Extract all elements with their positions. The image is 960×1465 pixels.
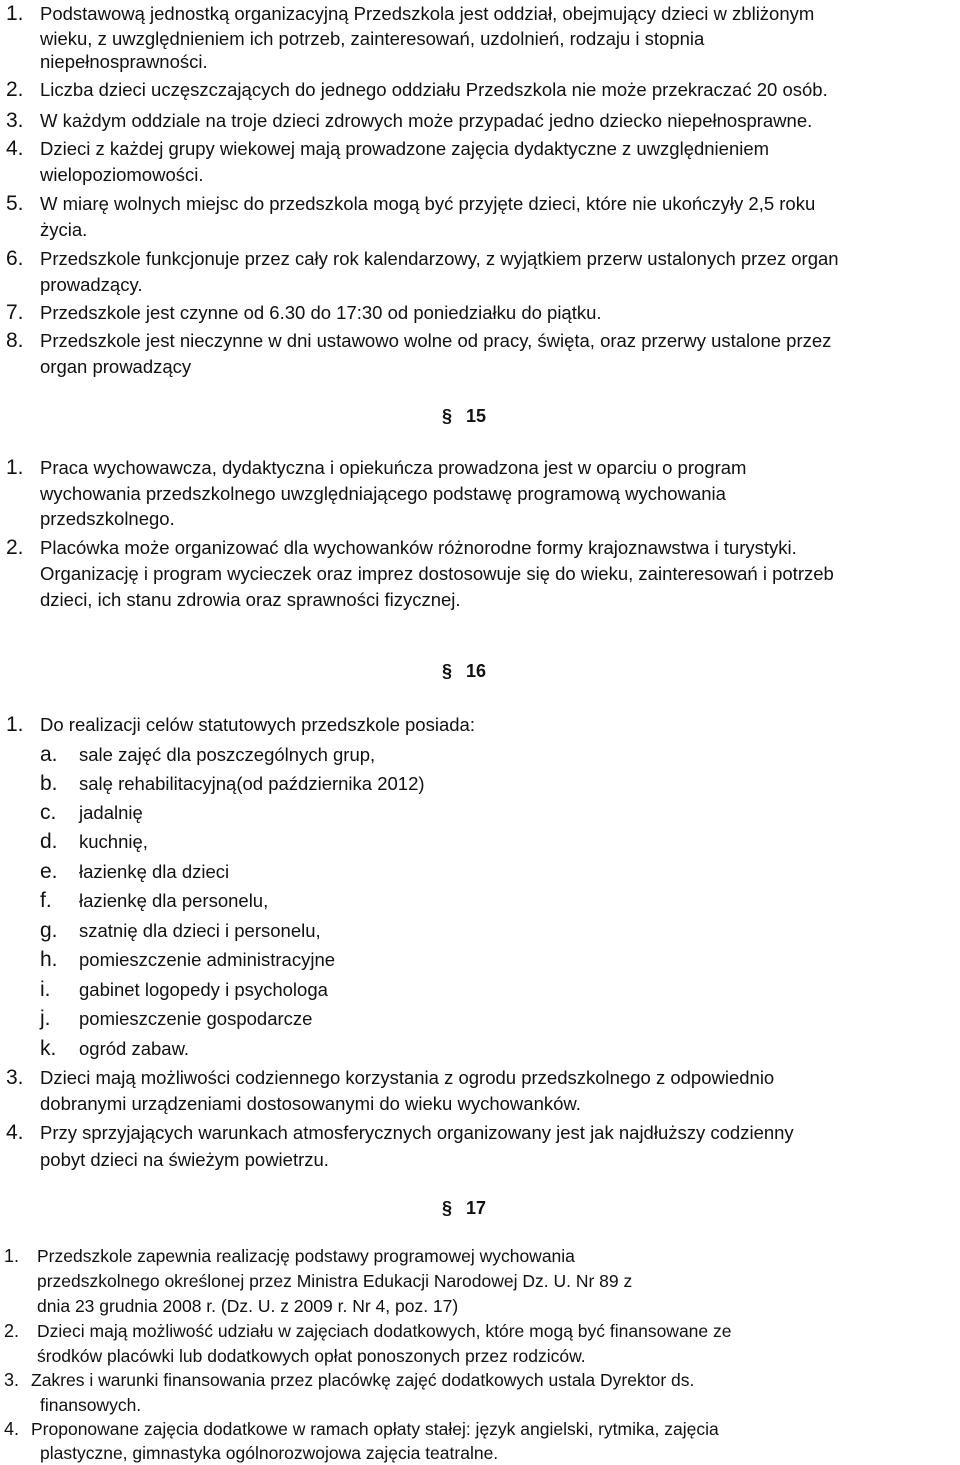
item-text: Dzieci mają możliwość udziału w zajęciach dodatkowych, które mogą być finansowane ze bbox=[37, 1321, 732, 1341]
item-text: dobranymi urządzeniami dostosowanymi do wieku wychowanków. bbox=[40, 1093, 581, 1114]
item-letter: b. bbox=[40, 772, 58, 795]
item-letter: f. bbox=[40, 889, 52, 912]
item-text: Proponowane zajęcia dodatkowe w ramach opłaty stałej: język angielski, rytmika, zajęcia bbox=[31, 1419, 719, 1439]
section-symbol: § bbox=[442, 661, 453, 681]
section-symbol: § bbox=[442, 1198, 453, 1218]
item-number: 1. bbox=[6, 713, 24, 736]
section-heading bbox=[442, 404, 562, 428]
section-number: 15 bbox=[466, 406, 487, 426]
section-symbol: § bbox=[442, 406, 453, 426]
item-text: środków placówki lub dodatkowych opłat ponoszonych przez rodziców. bbox=[37, 1346, 586, 1366]
item-text: Dzieci mają możliwości codziennego korzystania z ogrodu przedszkolnego z odpowiednio bbox=[40, 1067, 775, 1088]
section-number: 17 bbox=[466, 1198, 487, 1218]
item-text: salę rehabilitacyjną(od października 2012) bbox=[79, 773, 425, 794]
item-text: sale zajęć dla poszczególnych grup, bbox=[79, 744, 376, 765]
item-number: 8. bbox=[6, 329, 24, 352]
item-text: Dzieci z każdej grupy wiekowej mają prowadzone zajęcia dydaktyczne z uwzględnieniem bbox=[40, 138, 770, 159]
item-number: 1. bbox=[6, 456, 24, 479]
item-letter: k. bbox=[40, 1037, 57, 1060]
item-letter: h. bbox=[40, 948, 58, 971]
item-number: 3. bbox=[6, 109, 24, 132]
item-text: przedszkolnego. bbox=[40, 508, 175, 529]
item-text: Liczba dzieci uczęszczających do jednego oddziału Przedszkola nie może przekraczać 20 osób. bbox=[40, 79, 828, 100]
item-number: 4. bbox=[4, 1419, 20, 1439]
item-text: Organizację i program wycieczek oraz imprez dostosowuje się do wieku, zainteresowań i potrzeb bbox=[40, 563, 834, 584]
item-text: Przy sprzyjających warunkach atmosferycznych organizowany jest jak najdłuższy codzienny bbox=[40, 1122, 794, 1143]
item-text: prowadzący. bbox=[40, 274, 143, 295]
item-number: 3. bbox=[6, 1066, 24, 1089]
item-text: szatnię dla dzieci i personelu, bbox=[79, 920, 321, 941]
item-text: wieku, z uwzględnieniem ich potrzeb, zainteresowań, uzdolnień, rodzaju i stopnia bbox=[40, 28, 705, 49]
item-text: ogród zabaw. bbox=[79, 1038, 190, 1059]
item-text: Przedszkole funkcjonuje przez cały rok kalendarzowy, z wyjątkiem przerw ustalonych przez organ bbox=[40, 248, 839, 269]
section-number: 16 bbox=[466, 661, 487, 681]
item-text: Przedszkole jest nieczynne w dni ustawowo wolne od pracy, święta, oraz przerwy ustalone przez bbox=[40, 330, 832, 351]
item-letter: e. bbox=[40, 860, 58, 883]
item-number: 2. bbox=[6, 78, 24, 101]
item-text: Podstawową jednostką organizacyjną Przedszkola jest oddział, obejmujący dzieci w zbliżonym bbox=[40, 3, 815, 24]
item-number: 2. bbox=[6, 536, 24, 559]
item-text: wychowania przedszkolnego uwzględniającego podstawę programową wychowania bbox=[40, 483, 726, 504]
item-text: pobyt dzieci na świeżym powietrzu. bbox=[40, 1149, 329, 1170]
item-text: Zakres i warunki finansowania przez placówkę zajęć dodatkowych ustala Dyrektor ds. bbox=[31, 1370, 695, 1390]
item-number: 5. bbox=[6, 192, 24, 215]
item-text: W miarę wolnych miejsc do przedszkola mogą być przyjęte dzieci, które nie ukończyły 2,5 roku bbox=[40, 193, 816, 214]
item-text: życia. bbox=[40, 219, 88, 240]
item-text: W każdym oddziale na troje dzieci zdrowych może przypadać jedno dziecko niepełnosprawne. bbox=[40, 110, 813, 131]
item-letter: i. bbox=[40, 978, 51, 1001]
item-number: 1. bbox=[4, 1246, 20, 1266]
item-text: jadalnię bbox=[79, 802, 143, 823]
section-heading bbox=[442, 659, 562, 683]
item-text: łazienkę dla personelu, bbox=[79, 890, 269, 911]
item-text: organ prowadzący bbox=[40, 356, 192, 377]
item-text: pomieszczenie gospodarcze bbox=[79, 1008, 313, 1029]
item-text: dzieci, ich stanu zdrowia oraz sprawności fizycznej. bbox=[40, 589, 461, 610]
item-text: łazienkę dla dzieci bbox=[79, 861, 230, 882]
item-text: kuchnię, bbox=[79, 831, 148, 852]
item-text: plastyczne, gimnastyka ogólnorozwojowa zajęcia teatralne. bbox=[40, 1443, 499, 1463]
item-text: Przedszkole zapewnia realizację podstawy programowej wychowania bbox=[37, 1246, 575, 1266]
item-text: pomieszczenie administracyjne bbox=[79, 949, 336, 970]
item-number: 6. bbox=[6, 247, 24, 270]
item-text: wielopoziomowości. bbox=[40, 164, 204, 185]
item-text: Przedszkole jest czynne od 6.30 do 17:30 od poniedziałku do piątku. bbox=[40, 302, 602, 323]
item-number: 4. bbox=[6, 137, 24, 160]
item-text: dnia 23 grudnia 2008 r. (Dz. U. z 2009 r. Nr 4, poz. 17) bbox=[37, 1296, 459, 1316]
item-text: gabinet logopedy i psychologa bbox=[79, 979, 328, 1000]
item-letter: a. bbox=[40, 743, 58, 766]
item-letter: g. bbox=[40, 919, 58, 942]
item-number: 1. bbox=[6, 2, 24, 25]
item-text: niepełnosprawności. bbox=[40, 51, 208, 72]
section-heading bbox=[442, 1196, 562, 1220]
item-letter: c. bbox=[40, 801, 57, 824]
item-number: 4. bbox=[6, 1121, 24, 1144]
item-letter: d. bbox=[40, 830, 58, 853]
item-text: Do realizacji celów statutowych przedszkole posiada: bbox=[40, 714, 475, 735]
item-number: 7. bbox=[6, 301, 24, 324]
item-number: 2. bbox=[4, 1321, 20, 1341]
item-text: przedszkolnego określonej przez Ministra Edukacji Narodowej Dz. U. Nr 89 z bbox=[37, 1271, 633, 1291]
item-text: Placówka może organizować dla wychowanków różnorodne formy krajoznawstwa i turystyki. bbox=[40, 537, 797, 558]
item-text: finansowych. bbox=[40, 1395, 142, 1415]
item-text: Praca wychowawcza, dydaktyczna i opiekuńcza prowadzona jest w oparciu o program bbox=[40, 457, 747, 478]
item-letter: j. bbox=[40, 1007, 51, 1030]
item-number: 3. bbox=[4, 1370, 20, 1390]
